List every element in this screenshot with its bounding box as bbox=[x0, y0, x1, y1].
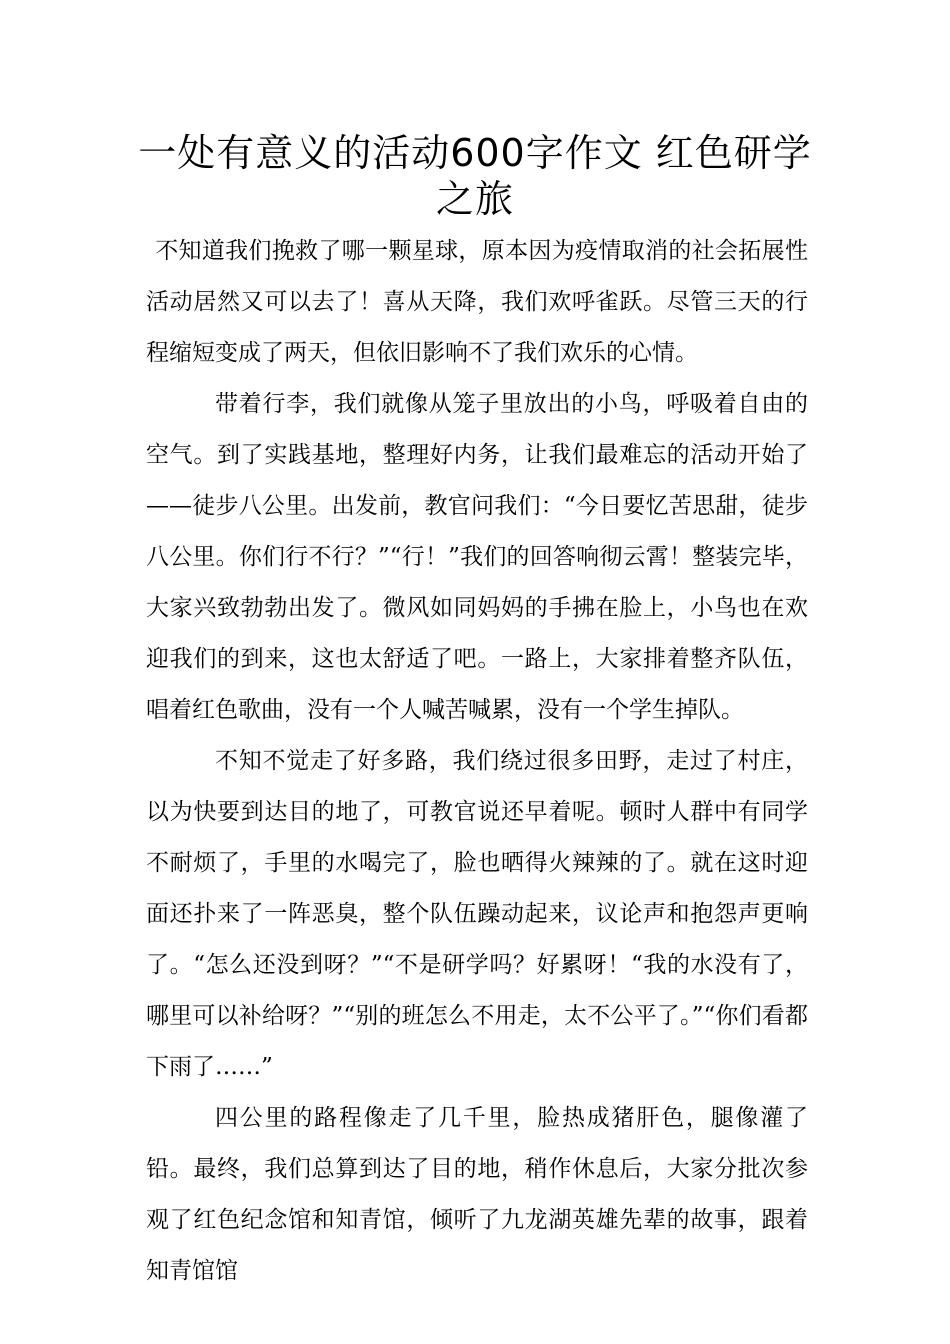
document-title: 一处有意义的活动600字作文 红色研学之旅 bbox=[138, 131, 812, 221]
paragraph-1: 不知道我们挽救了哪一颗星球，原本因为疫情取消的社会拓展性活动居然又可以去了！喜从天降，我们欢呼雀跃。尽管三天的行程缩短变成了两天，但依旧影响不了我们欢乐的心情。 bbox=[146, 238, 808, 366]
document-body bbox=[146, 226, 808, 1297]
paragraph-4: 四公里的路程像走了几千里，脸热成猪肝色，腿像灌了铅。最终，我们总算到达了目的地，稍作休息后，大家分批次参观了红色纪念馆和知青馆，倾听了九龙湖英雄先辈的故事，跟着知青馆馆 bbox=[146, 1105, 808, 1284]
paragraph-3: 不知不觉走了好多路，我们绕过很多田野，走过了村庄，以为快要到达目的地了，可教官说还早着呢。顿时人群中有同学不耐烦了，手里的水喝完了，脸也晒得火辣辣的了。就在这时迎面还扑来了一阵恶臭，整个队伍躁动起来，议论声和抱怨声更响了。“怎么还没到呀？”“不是研学吗？好累呀！“我的水没有了，哪里可以补给呀？”“别的班怎么不用走，太不公平了。”“你们看都下雨了……” bbox=[146, 748, 808, 1080]
paragraph-2: 带着行李，我们就像从笼子里放出的小鸟，呼吸着自由的空气。到了实践基地，整理好内务，让我们最难忘的活动开始了——徒步八公里。出发前，教官问我们：“今日要忆苦思甜，徒步八公里。你们行不行？”“行！”我们的回答响彻云霄！整装完毕，大家兴致勃勃出发了。微风如同妈妈的手拂在脸上，小鸟也在欢迎我们的到来，这也太舒适了吧。一路上，大家排着整齐队伍，唱着红色歌曲，没有一个人喊苦喊累，没有一个学生掉队。 bbox=[146, 391, 808, 723]
